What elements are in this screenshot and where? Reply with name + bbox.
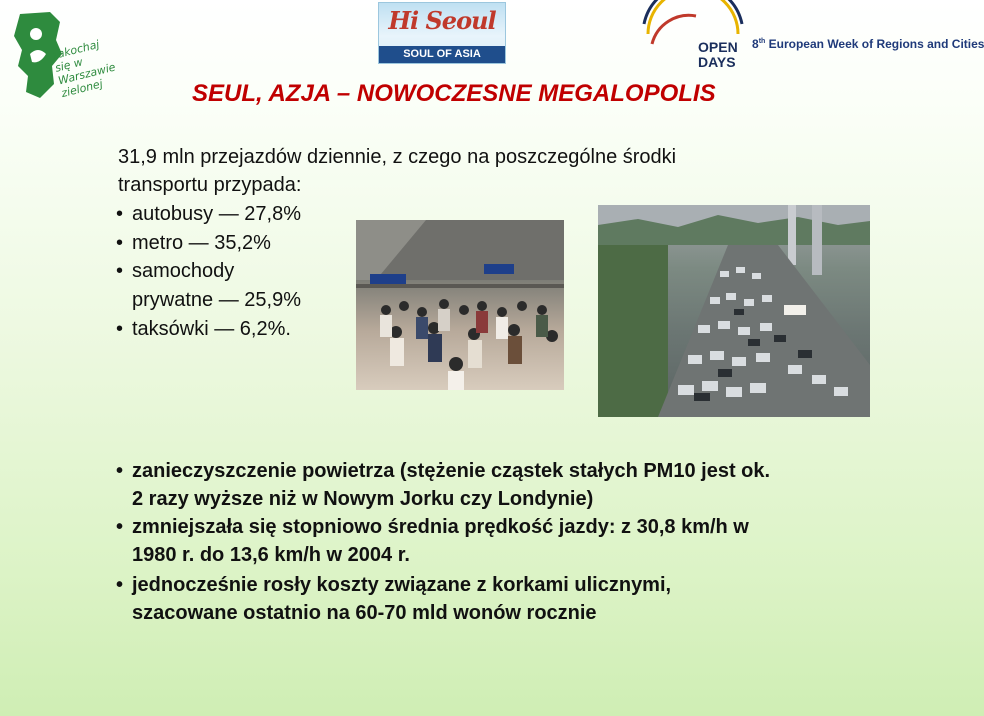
intro-line-2: transportu przypada: (118, 174, 302, 196)
intro-line-1: 31,9 mln przejazdów dziennie, z czego na poszczególne środki (118, 146, 677, 168)
warsaw-logo (6, 6, 118, 106)
event-title-text: European Week of Regions and Cities (768, 37, 984, 51)
list-item-cars-cont: prywatne — 25,9% (132, 289, 301, 311)
fact-pollution: • zanieczyszczenie powietrza (stężenie cząstek stałych PM10 jest ok. (132, 460, 770, 483)
open-days-logo (638, 6, 748, 68)
list-item-taxi: • taksówki — 6,2%. (132, 318, 291, 341)
event-title-suffix: th (758, 38, 766, 45)
fact-speed: • zmniejszała się stopniowo średnia prędkość jazdy: z 30,8 km/h w (132, 516, 749, 539)
hi-seoul-tagline: SOUL OF ASIA (379, 46, 505, 63)
fact-pollution-cont: 2 razy wyższe niż w Nowym Jorku czy Londynie) (132, 488, 594, 510)
subway-crowd-photo (356, 220, 564, 390)
fact-costs: • jednocześnie rosły koszty związane z korkami ulicznymi, (132, 574, 671, 597)
list-item-bus: • autobusy — 27,8% (132, 203, 301, 226)
traffic-jam-photo (598, 205, 870, 417)
warsaw-logo-text: zakochaj się w Warszawie zielonej (50, 37, 117, 101)
event-title (752, 37, 984, 51)
page-title: SEUL, AZJA – NOWOCZESNE MEGALOPOLIS (192, 80, 716, 107)
hi-seoul-brand: Hi Seoul (388, 6, 496, 35)
open-days-line-1: OPEN (698, 39, 738, 55)
hi-seoul-logo (378, 2, 506, 64)
open-days-label (698, 40, 738, 70)
fact-speed-cont: 1980 r. do 13,6 km/h w 2004 r. (132, 544, 410, 566)
fact-costs-cont: szacowane ostatnio na 60-70 mld wonów rocznie (132, 602, 597, 624)
list-item-metro: • metro — 35,2% (132, 232, 271, 255)
event-title-ordinal: 8 (752, 37, 759, 51)
open-days-line-2: DAYS (698, 54, 736, 70)
list-item-cars: • samochody (132, 260, 234, 283)
